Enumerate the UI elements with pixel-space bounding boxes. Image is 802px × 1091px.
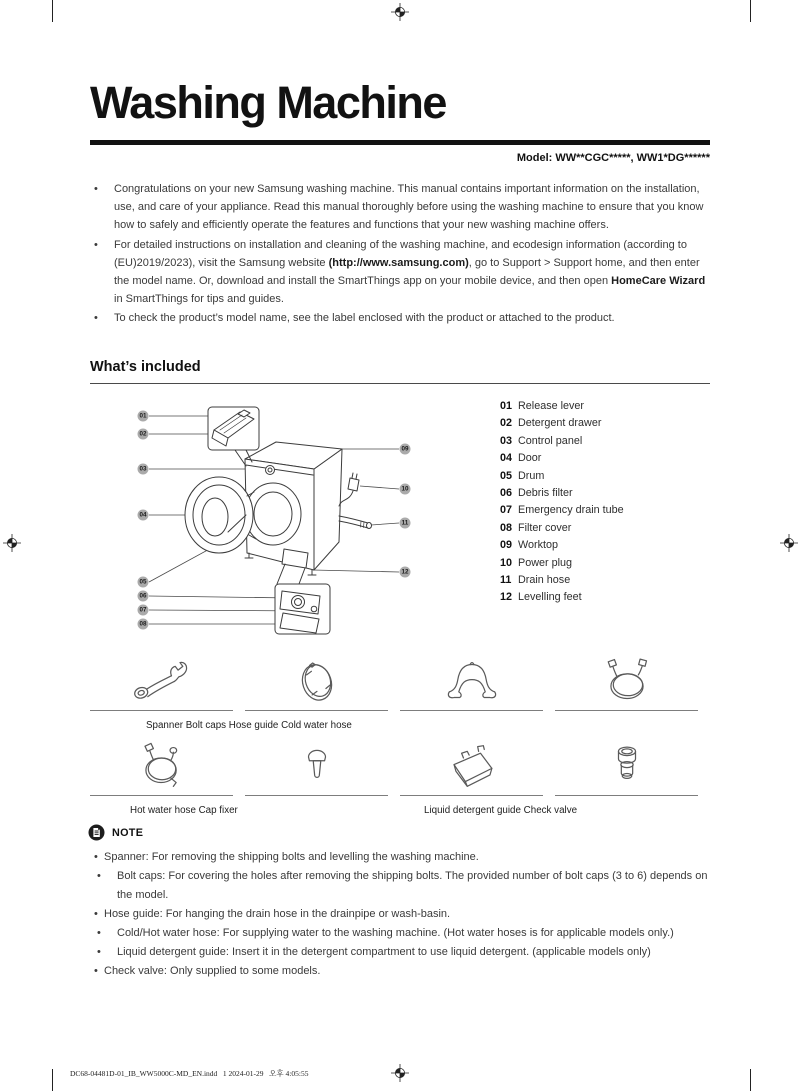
callout-10: 10 — [401, 485, 409, 493]
callout-08: 08 — [139, 620, 147, 628]
whats-included-heading: What’s included — [90, 359, 710, 384]
registration-mark-icon — [391, 1064, 409, 1082]
bullet-text: For detailed instructions on installation and cleaning of the washing machine, and ecodesign information (according to (EU)2019/2023), visit the Samsung website (http://www.samsung.com), go to Support > Support home, and then enter the model name. Or, download and install the SmartThings app on your mobile device, and then open HomeCare Wizard in SmartThings for tips and guides. — [114, 238, 706, 306]
note-bullet — [90, 905, 714, 924]
accessories-row-2 — [90, 737, 712, 796]
footer-date: 2024-01-29 — [228, 1069, 264, 1078]
part-row — [500, 572, 624, 589]
note-bullet — [90, 924, 714, 943]
accessory-cell — [400, 737, 543, 796]
crop-mark — [750, 1069, 751, 1091]
part-label: Power plug — [518, 556, 573, 569]
accessories-table — [90, 652, 712, 822]
footer-time: 4:05:55 — [285, 1069, 309, 1078]
footer — [70, 1068, 308, 1079]
model-line: Model: WW**CGC*****, WW1*DG****** — [516, 152, 710, 164]
part-row — [500, 415, 624, 432]
part-row — [500, 589, 624, 606]
part-label: Drain hose — [518, 574, 571, 587]
cold-water-hose-icon — [592, 655, 662, 707]
note-bullet — [90, 867, 714, 905]
part-label: Debris filter — [518, 487, 573, 500]
registration-mark-icon — [391, 3, 409, 21]
bullet-marker: • — [94, 965, 98, 977]
accessory-cell — [555, 652, 698, 711]
bullet-marker: • — [94, 908, 98, 920]
callout-04: 04 — [139, 511, 147, 519]
part-row — [500, 502, 624, 519]
part-number: 05 — [500, 469, 513, 482]
bullet-text: Congratulations on your new Samsung washing machine. This manual contains important information on the installation, use, and care of your appliance. Read this manual thoroughly before using the washing machine to ensure that you know how to safely and efficiently operate the features and functions that your new washing machine offers. — [114, 183, 704, 232]
part-label: Detergent drawer — [518, 417, 602, 430]
cap-fixer-icon — [282, 740, 352, 792]
parts-list — [500, 398, 624, 607]
check-valve-icon — [592, 740, 662, 792]
bullet-marker: • — [94, 238, 98, 251]
intro-list — [90, 180, 712, 329]
part-number: 12 — [500, 591, 513, 604]
part-label: Levelling feet — [518, 591, 582, 604]
note-bullet — [90, 943, 714, 962]
part-number: 07 — [500, 504, 513, 517]
part-number: 02 — [500, 417, 513, 430]
note-header — [88, 824, 143, 841]
liquid-detergent-guide-icon — [437, 740, 507, 792]
bullet-text: Bolt caps: For covering the holes after removing the shipping bolts. The provided number of bolt caps (3 to 6) depends on the model. — [117, 870, 708, 901]
part-number: 10 — [500, 556, 513, 569]
part-row — [500, 468, 624, 485]
bullet-marker: • — [94, 312, 98, 325]
footer-ampm: 오후 — [269, 1069, 284, 1078]
crop-mark — [750, 0, 751, 22]
callout-06: 06 — [139, 592, 147, 600]
part-row — [500, 450, 624, 467]
accessory-cell — [245, 737, 388, 796]
part-label: Control panel — [518, 434, 583, 447]
bullet-text: Spanner: For removing the shipping bolts and levelling the washing machine. — [104, 851, 479, 863]
part-number: 01 — [500, 400, 513, 412]
part-label: Door — [518, 452, 542, 465]
bullet-marker: • — [97, 927, 101, 939]
callout-05: 05 — [139, 578, 147, 586]
part-label: Drum — [518, 469, 545, 482]
registration-mark-icon — [780, 534, 798, 552]
accessory-cell — [555, 737, 698, 796]
bullet-marker: • — [94, 183, 98, 195]
spanner-icon — [127, 655, 197, 707]
accessories-row-1 — [90, 652, 712, 711]
bolt-caps-icon — [282, 655, 352, 707]
intro-bullet — [90, 309, 712, 327]
note-label: NOTE — [112, 826, 144, 839]
part-label: Worktop — [518, 539, 559, 552]
page-title: Washing Machine — [90, 77, 446, 128]
part-row — [500, 433, 624, 450]
part-row — [500, 555, 624, 572]
part-number: 06 — [500, 487, 513, 500]
part-row — [500, 520, 624, 537]
part-number: 11 — [500, 574, 512, 587]
registration-mark-icon — [3, 534, 21, 552]
part-label: Release lever — [518, 400, 585, 412]
note-bullet — [90, 962, 714, 981]
bullet-text: Cold/Hot water hose: For supplying water to the washing machine. (Hot water hoses is for applicable models only.) — [117, 927, 674, 939]
part-label: Emergency drain tube — [518, 504, 624, 517]
part-number: 04 — [500, 452, 513, 465]
bullet-text: Check valve: Only supplied to some models. — [104, 965, 321, 977]
callout-02: 02 — [139, 430, 147, 438]
callout-07: 07 — [139, 606, 147, 614]
part-label: Filter cover — [518, 521, 572, 534]
accessory-caption: Spanner Bolt caps Hose guide Cold water hose — [146, 720, 352, 731]
callout-03: 03 — [139, 465, 147, 473]
washing-machine-diagram — [118, 392, 448, 654]
intro-bullet — [90, 236, 712, 309]
note-bullet — [90, 848, 714, 867]
included-diagram — [90, 392, 710, 654]
title-rule — [90, 140, 710, 145]
part-number: 03 — [500, 434, 513, 447]
accessory-cell — [400, 652, 543, 711]
intro-bullet — [90, 180, 712, 235]
part-number: 08 — [500, 521, 513, 534]
accessory-cell — [90, 737, 233, 796]
bullet-marker: • — [97, 946, 101, 958]
note-list — [90, 848, 714, 981]
accessories-caption-row-1 — [90, 711, 712, 737]
accessory-caption: Liquid detergent guide Check valve — [424, 805, 578, 816]
callout-01: 01 — [139, 412, 147, 420]
callout-11: 11 — [401, 519, 409, 527]
callout-12: 12 — [401, 568, 409, 576]
washing-machine-drawing — [185, 407, 372, 634]
accessory-cell — [245, 652, 388, 711]
part-number: 09 — [500, 539, 513, 552]
crop-mark — [52, 1069, 53, 1091]
footer-filename: DC68-04481D-01_IB_WW5000C-MD_EN.indd 1 — [70, 1069, 227, 1078]
bullet-text: Hose guide: For hanging the drain hose in the drainpipe or wash-basin. — [104, 908, 451, 920]
note-icon — [88, 824, 105, 841]
part-row — [500, 537, 624, 554]
callout-09: 09 — [401, 445, 409, 453]
bullet-marker: • — [94, 851, 98, 863]
accessories-caption-row-2 — [90, 796, 712, 822]
part-row — [500, 485, 624, 502]
hose-guide-icon — [437, 655, 507, 707]
accessory-cell — [90, 652, 233, 711]
hot-water-hose-icon — [127, 740, 197, 792]
bullet-text: Liquid detergent guide: Insert it in the detergent compartment to use liquid detergent. (applicable models only) — [117, 946, 651, 958]
bullet-text: To check the product’s model name, see the label enclosed with the product or attached to the product. — [114, 312, 615, 325]
crop-mark — [52, 0, 53, 22]
bullet-marker: • — [97, 870, 101, 882]
part-row — [500, 398, 624, 415]
accessory-caption: Hot water hose Cap fixer — [130, 805, 238, 816]
